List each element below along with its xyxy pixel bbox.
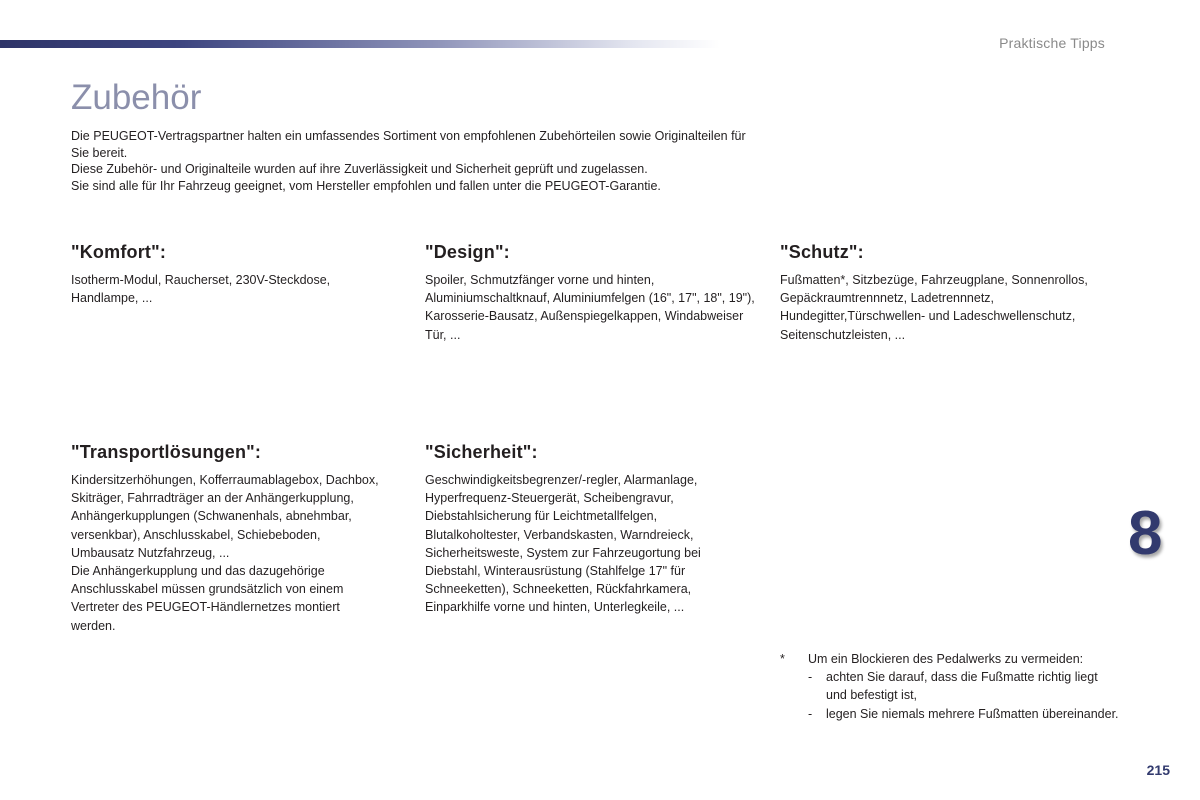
chapter-number: 8 [1128,499,1163,568]
header-gradient-bar [0,40,720,48]
category-text: Geschwindigkeitsbegrenzer/-regler, Alarmanlage, Hyperfrequenz-Steuergerät, Scheibengravur, Diebstahlsicherung für Leichtmetallfelgen, Blutalkoholtester, Verbandskasten, Warndreieck, Sicherheitsweste, System zur Fahrzeugortung bei Diebstahl, Winterausrüstung (Stahlfelge 17" für Schneeketten), Schneeketten, Rückfahrkamera, Einparkhilfe vorne und hinten, Unterlegkeile, ... [425,473,701,615]
intro-paragraph: Diese Zubehör- und Originalteile wurden auf ihre Zuverlässigkeit und Sicherheit geprüft und zugelassen. [71,162,648,176]
footnote-item: legen Sie niemals mehrere Fußmatten übereinander. [826,706,1119,721]
footnote [780,650,1120,723]
footnote-bullet: - [808,706,813,721]
category-text: Isotherm-Modul, Raucherset, 230V-Steckdose, Handlampe, ... [71,273,331,306]
footnote-intro: Um ein Blockieren des Pedalwerks zu vermeiden: [808,652,1084,666]
category-heading: "Sicherheit": [425,442,538,462]
category-heading: "Design": [425,242,510,262]
category-text: Fußmatten*, Sitzbezüge, Fahrzeugplane, Sonnenrollos, Gepäckraumtrennnetz, Ladetrennnetz, Hundegitter,Türschwellen- und Ladeschwellenschutz, Seitenschutzleisten, ... [780,273,1088,342]
category-note: Die Anhängerkupplung und das dazugehörige Anschlusskabel müssen grundsätzlich von einem Vertreter des PEUGEOT-Händlernetzes montiert werden. [71,564,344,633]
category-text: Kindersitzerhöhungen, Kofferraumablagebox, Dachbox, Skiträger, Fahrradträger an der Anhängerkupplung, Anhängerkupplungen (Schwanenhals, abnehmbar, versenkbar), Anschlusskabel, Schiebeboden, Umbausatz Nutzfahrzeug, ... [71,473,379,560]
category-heading: "Komfort": [71,242,167,262]
intro-text [71,128,751,194]
intro-paragraph: Sie sind alle für Ihr Fahrzeug geeignet, vom Hersteller empfohlen und fallen unter die PEUGEOT-Garantie. [71,178,661,193]
category-transportloesungen [71,442,381,635]
category-heading: "Schutz": [780,242,864,262]
page-number: 215 [1146,762,1170,778]
footnote-bullet: - [808,670,813,685]
category-komfort [71,242,401,307]
category-text: Spoiler, Schmutzfänger vorne und hinten, Aluminiumschaltknauf, Aluminiumfelgen (16", 17", 18", 19"), Karosserie-Bausatz, Außenspiegelkappen, Windabweiser Tür, ... [425,273,755,342]
section-label: Praktische Tipps [999,35,1105,51]
intro-paragraph: Die PEUGEOT-Vertragspartner halten ein umfassendes Sortiment von empfohlenen Zubehörteilen sowie Originalteilen für Sie bereit. [71,129,746,160]
category-sicherheit [425,442,745,617]
category-design [425,242,755,344]
footnote-marker: * [780,652,785,666]
footnote-item: achten Sie darauf, dass die Fußmatte richtig liegt und befestigt ist, [826,670,1098,703]
category-heading: "Transportlösungen": [71,442,262,462]
category-schutz [780,242,1110,344]
page-title: Zubehör [71,78,202,117]
